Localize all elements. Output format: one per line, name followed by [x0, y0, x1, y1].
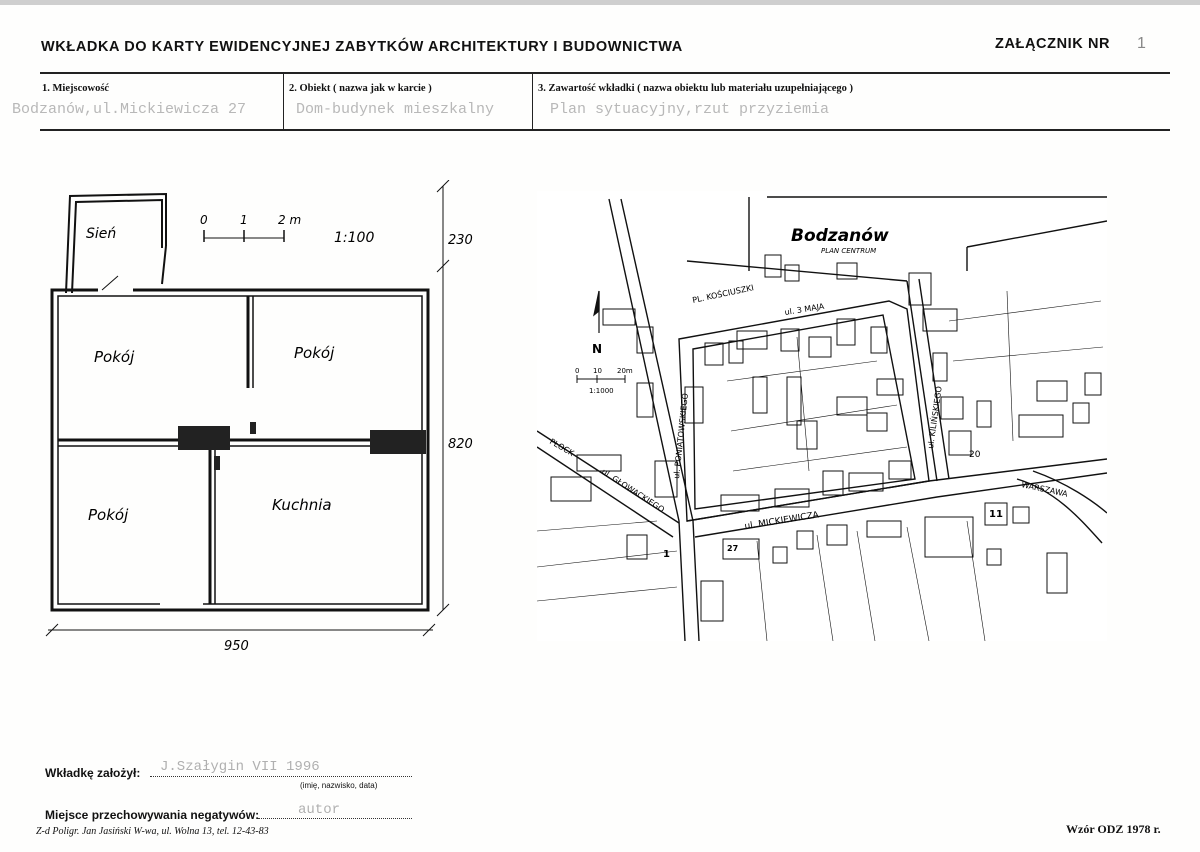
created-by-value: J.Szałygin VII 1996: [160, 759, 320, 775]
house-number-20: 20: [969, 450, 981, 460]
street-label-kilinskiego: ul. KILIŃSKIEGO: [926, 385, 944, 450]
field-label-locality: 1. Miejscowość: [42, 83, 110, 94]
created-by-hint: (imię, nazwisko, data): [300, 781, 378, 790]
street-label-mickiewicza: ul. MICKIEWICZA: [743, 510, 820, 532]
room-label-room-3: Pokój: [88, 506, 129, 524]
field-value-contents: Plan sytuacyjny,rzut przyziemia: [550, 101, 830, 118]
header-rule-bottom: [40, 129, 1170, 131]
street-label-plock: PŁOCK: [548, 436, 576, 458]
dimension-right: 820: [448, 437, 473, 452]
field-label-object: 2. Obiekt ( nazwa jak w karcie ): [289, 83, 432, 94]
field-value-object: Dom-budynek mieszkalny: [296, 101, 495, 118]
field-label-contents: 3. Zawartość wkładki ( nazwa obiektu lub materiału uzupełniającego ): [538, 83, 854, 94]
room-label-room-2: Pokój: [294, 344, 335, 362]
annex-number: 1: [1137, 35, 1146, 52]
plan-scale-tick-1: 1: [240, 213, 248, 227]
map-scale-tick-0: 0: [575, 367, 580, 375]
plan-scale-tick-2: 2 m: [278, 213, 302, 227]
street-label-glowackiego: ul. GŁOWACKIEGO: [599, 467, 666, 515]
field-value-locality: Bodzanów,ul.Mickiewicza 27: [12, 101, 247, 118]
header-rule-top: [40, 72, 1170, 74]
plan-scale-tick-0: 0: [200, 213, 208, 227]
storage-label: Miejsce przechowywania negatywów:: [45, 808, 260, 822]
street-label-warszawa: WARSZAWA: [1020, 480, 1069, 499]
street-label-kosciuszki: PL. KOŚCIUSZKI: [691, 283, 755, 305]
map-title: Bodzanów: [791, 226, 889, 246]
street-label-3-maja: ul. 3 MAJA: [783, 301, 825, 317]
scan-edge: [0, 0, 1200, 5]
room-label-room-1: Pokój: [94, 348, 135, 366]
dimension-bottom: 950: [224, 639, 249, 654]
map-scale-tick-2: 20m: [617, 367, 633, 375]
document-title: WKŁADKA DO KARTY EWIDENCYJNEJ ZABYTKÓW ARCHITEKTURY I BUDOWNICTWA: [41, 39, 683, 55]
floor-plan-drawing: [38, 180, 488, 655]
map-scale-label: 1:1000: [589, 387, 614, 395]
storage-value: autor: [298, 802, 341, 818]
created-by-label: Wkładkę założył:: [45, 766, 141, 780]
plan-scale-label: 1:100: [334, 230, 375, 246]
field-divider-2: [532, 73, 533, 130]
room-label-vestibule: Sień: [86, 226, 117, 242]
site-map-drawing: [537, 191, 1107, 641]
street-label-poniatowskiego: ul. PONIATOWSKIEGO: [672, 392, 690, 480]
dimension-top: 230: [448, 233, 473, 248]
map-scale-tick-1: 10: [593, 367, 602, 375]
room-label-kitchen: Kuchnia: [272, 496, 332, 514]
field-divider-1: [283, 73, 284, 130]
form-template-label: Wzór ODZ 1978 r.: [1066, 822, 1161, 836]
house-number-11: 11: [989, 509, 1003, 520]
annex-label: ZAŁĄCZNIK NR: [995, 36, 1111, 52]
north-label: N: [592, 342, 603, 356]
house-number-1: 1: [663, 549, 670, 560]
map-subtitle: PLAN CENTRUM: [821, 247, 877, 255]
house-number-27: 27: [727, 544, 739, 553]
printer-note: Z-d Poligr. Jan Jasiński W-wa, ul. Wolna 13, tel. 12-43-83: [36, 826, 269, 837]
